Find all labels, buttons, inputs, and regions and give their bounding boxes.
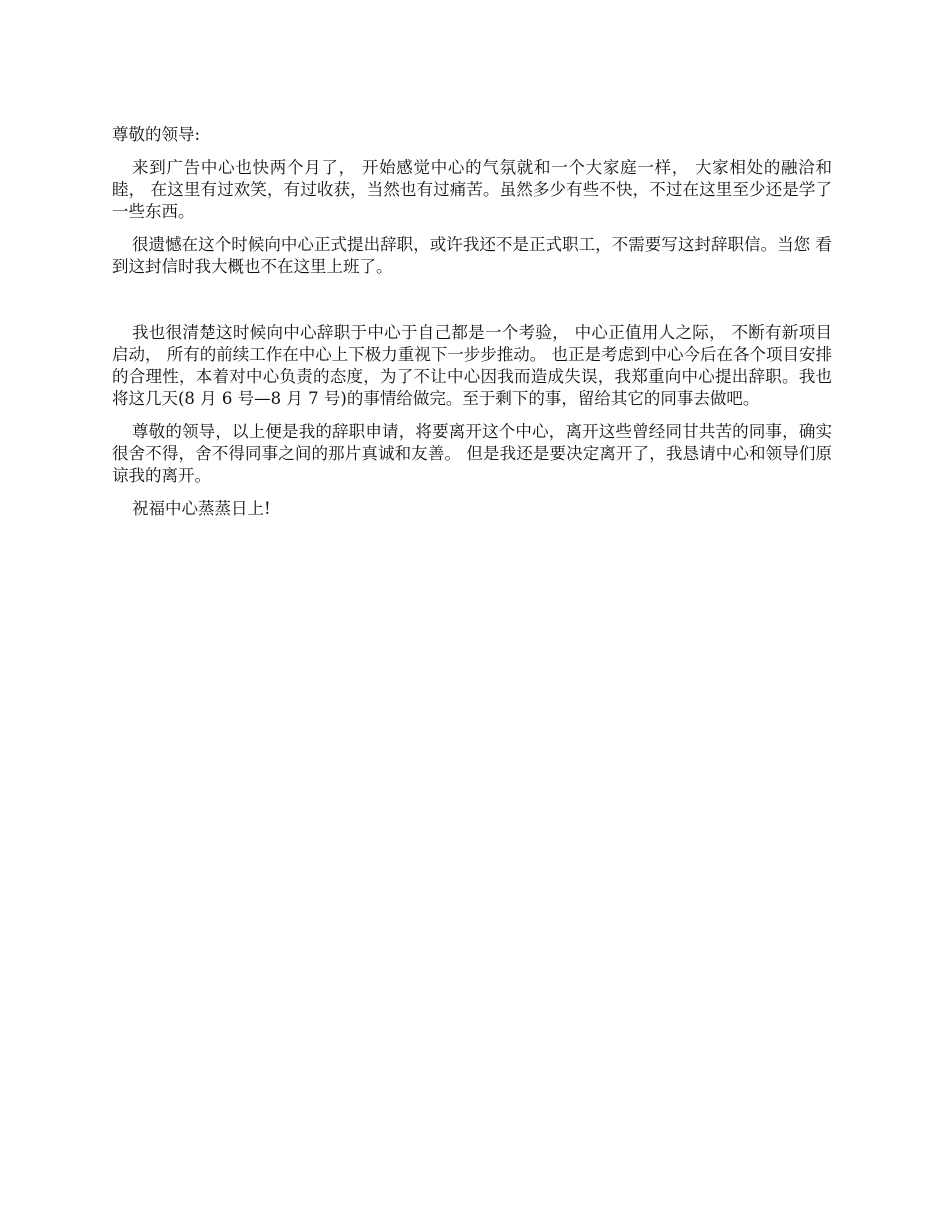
letter-paragraph-4: 尊敬的领导，以上便是我的辞职申请，将要离开这个中心，离开这些曾经同甘共苦的同事，确实很舍不得，舍不得同事之间的那片真诚和友善。 但是我还是要决定离开了，我恳请中心和领导们原谅我的离开。 <box>112 422 832 485</box>
letter-salutation: 尊敬的领导: <box>112 125 201 144</box>
letter-closing: 祝福中心蒸蒸日上! <box>132 499 271 518</box>
letter-paragraph-1: 来到广告中心也快两个月了， 开始感觉中心的气氛就和一个大家庭一样， 大家相处的融洽和睦， 在这里有过欢笑，有过收获，当然也有过痛苦。虽然多少有些不快，不过在这里至少还是学了一些东西。 <box>112 158 832 221</box>
resignation-letter <box>112 124 832 520</box>
letter-paragraph-3: 我也很清楚这时候向中心辞职于中心于自己都是一个考验， 中心正值用人之际， 不断有新项目启动， 所有的前续工作在中心上下极力重视下一步步推动。 也正是考虑到中心今后在各个项目安排的合理性，本着对中心负责的态度，为了不让中心因我而造成失误，我郑重向中心提出辞职。我也 将这几天(8 月 6 号—8 月 7 号)的事情给做完。至于剩下的事，留给其它的同事去做吧。 <box>112 323 832 408</box>
letter-paragraph-2: 很遗憾在这个时候向中心正式提出辞职，或许我还不是正式职工，不需要写这封辞职信。当您 看到这封信时我大概也不在这里上班了。 <box>112 235 832 276</box>
